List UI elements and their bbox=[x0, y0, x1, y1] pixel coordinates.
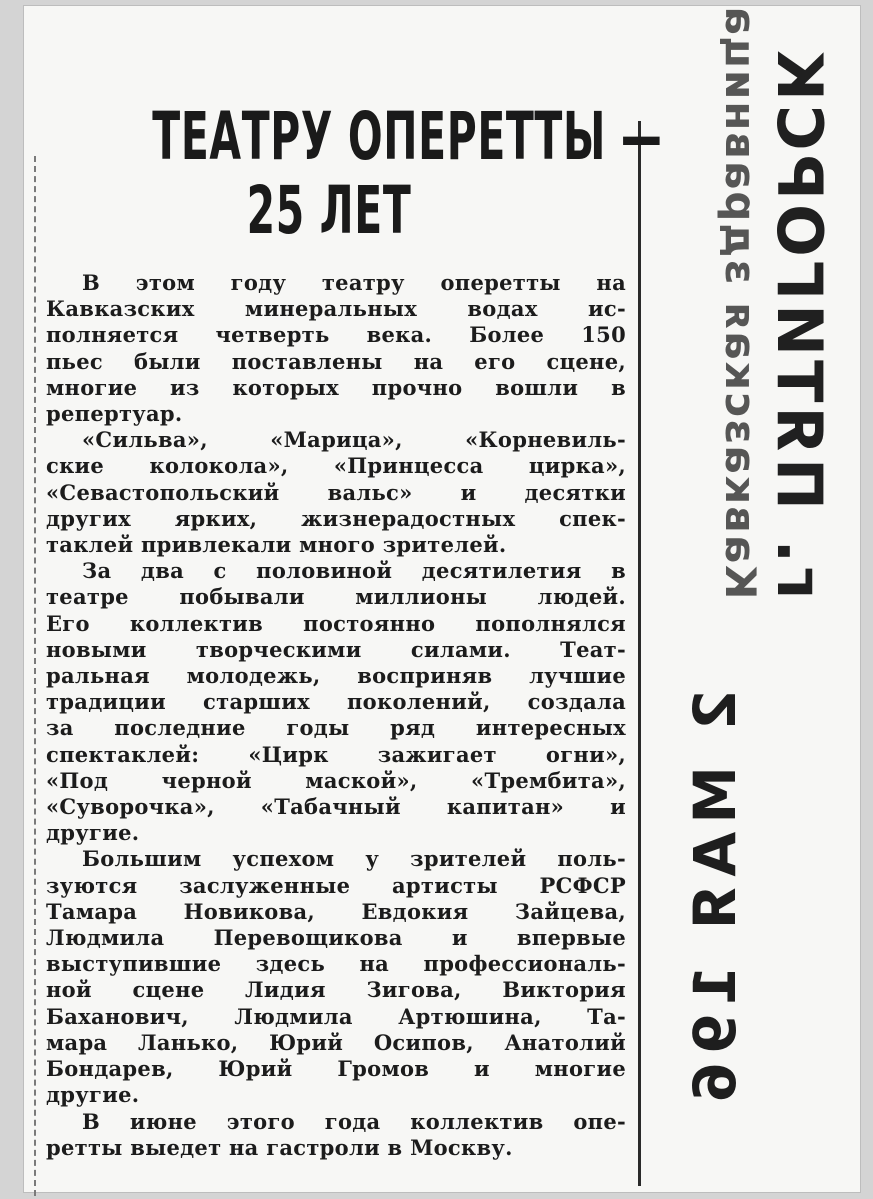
article-line: зуются заслуженные артисты РСФСР bbox=[46, 872, 626, 898]
column-rule-right bbox=[638, 121, 641, 1186]
article-body bbox=[46, 270, 626, 1161]
article-line: пьес были поставлены на его сцене, bbox=[46, 348, 626, 374]
source-newspaper: Кавказская здравница bbox=[716, 4, 765, 600]
article-paragraph bbox=[46, 1109, 626, 1161]
article-line: другие. bbox=[46, 1082, 140, 1108]
article-headline bbox=[152, 98, 663, 249]
article-line: Бондарев, Юрий Громов и многие bbox=[46, 1056, 626, 1082]
article-line: За два с половиной десятилетия в bbox=[82, 558, 626, 584]
column-rule-left bbox=[34, 156, 36, 1196]
article-line: ские колокола», «Принцесса цирка», bbox=[46, 453, 626, 479]
article-line: выступившие здесь на профессиональ- bbox=[46, 951, 626, 977]
article-line: театре побывали миллионы людей. bbox=[46, 584, 626, 610]
date-year: 196 bbox=[681, 965, 749, 1111]
article-line: полняется четверть века. Более 150 bbox=[46, 322, 626, 348]
article-line: «Севастопольский вальс» и десятки bbox=[46, 479, 626, 505]
article-line: традиции старших поколений, создала bbox=[46, 689, 626, 715]
article-line: В июне этого года коллектив опе- bbox=[82, 1108, 626, 1134]
article-line: Большим успехом у зрителей поль- bbox=[82, 846, 626, 872]
article-line: Людмила Перевощикова и впервые bbox=[46, 925, 626, 951]
headline-line-2: 25 ЛЕТ bbox=[246, 172, 412, 249]
article-line: Тамара Новикова, Евдокия Зайцева, bbox=[46, 898, 626, 924]
article-line: В этом году театру оперетты на bbox=[82, 270, 626, 295]
article-line: многие из которых прочно вошли в bbox=[46, 374, 626, 400]
source-city: г. ПЯТИГОРСК bbox=[763, 46, 836, 600]
article-line: «Сильва», «Марица», «Корневиль- bbox=[82, 427, 626, 453]
date-stamp bbox=[660, 689, 780, 1111]
article-line: ретты выедет на гастроли в Москву. bbox=[46, 1134, 513, 1160]
article-line: ральная молодежь, восприняв лучшие bbox=[46, 663, 626, 689]
article-line: ной сцене Лидия Зигова, Виктория bbox=[46, 977, 626, 1003]
article-line: спектаклей: «Цирк зажигает огни», bbox=[46, 741, 626, 767]
article-line: «Суворочка», «Табачный капитан» и bbox=[46, 794, 626, 820]
article-line: «Под черной маской», «Трембита», bbox=[46, 767, 626, 793]
article-line: другие. bbox=[46, 820, 140, 846]
article-paragraph bbox=[46, 270, 626, 427]
article-line: Баханович, Людмила Артюшина, Та- bbox=[46, 1003, 626, 1029]
article-line: за последние годы ряд интересных bbox=[46, 715, 626, 741]
source-stamp bbox=[700, 4, 850, 600]
article-line: Кавказских минеральных водах ис- bbox=[46, 296, 626, 322]
article-paragraph bbox=[46, 558, 626, 846]
date-month: МАЯ bbox=[681, 766, 749, 938]
article-line: таклей привлекали много зрителей. bbox=[46, 532, 507, 558]
article-line: мара Ланько, Юрий Осипов, Анатолий bbox=[46, 1029, 626, 1055]
date-day: 2 bbox=[681, 689, 749, 739]
article-line: Его коллектив постоянно пополнялся bbox=[46, 610, 626, 636]
article-line: новыми творческими силами. Теат- bbox=[46, 636, 626, 662]
headline-line-1: ТЕАТРУ ОПЕРЕТТЫ — bbox=[152, 98, 663, 175]
article-line: репертуар. bbox=[46, 401, 183, 427]
article-paragraph bbox=[46, 846, 626, 1108]
article-line: других ярких, жизнерадостных спек- bbox=[46, 505, 626, 531]
article-paragraph bbox=[46, 427, 626, 558]
